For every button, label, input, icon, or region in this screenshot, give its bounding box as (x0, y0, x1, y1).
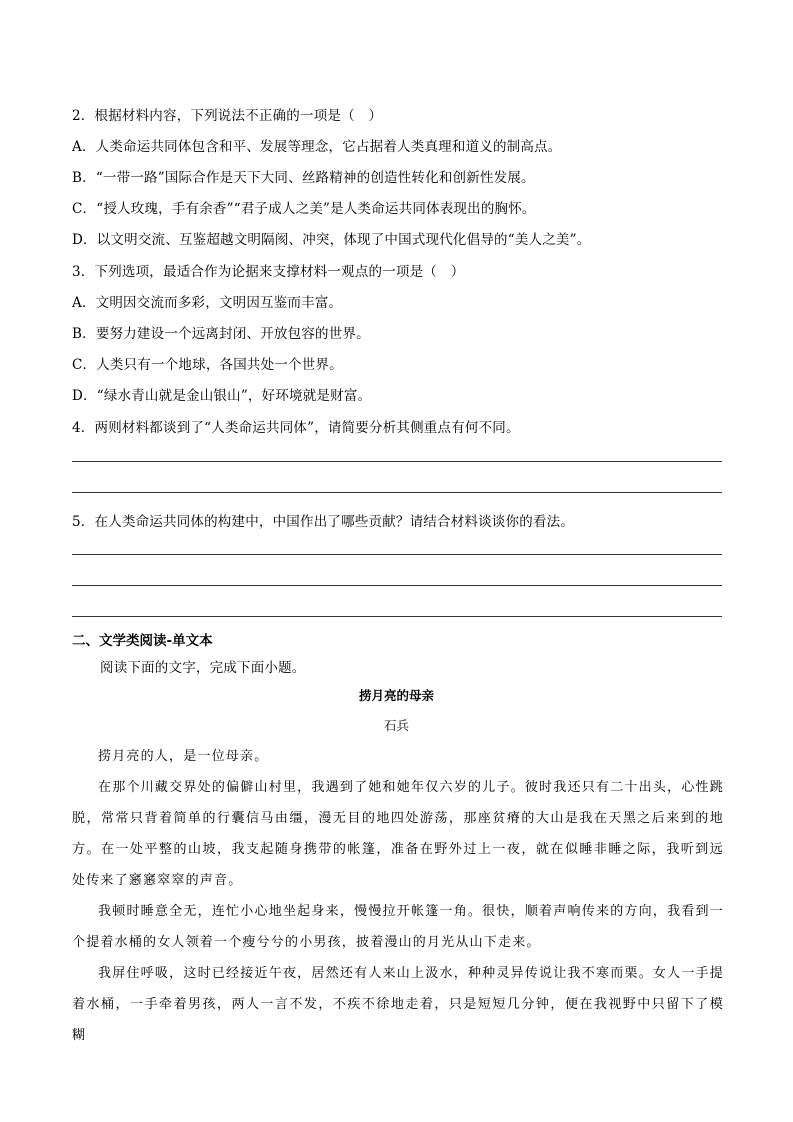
q2-option-d: D．以文明交流、互鉴超越文明隔阂、冲突，体现了中国式现代化倡导的“美人之美”。 (72, 232, 591, 248)
q2-stem: 2．根据材料内容，下列说法不正确的一项是（ ） (72, 108, 383, 124)
q4-stem: 4．两则材料都谈到了“人类命运共同体”，请简要分析其侧重点有何不同。 (72, 420, 520, 436)
story-paragraph-2: 在那个川藏交界处的偏僻山村里，我遇到了她和她年仅六岁的儿子。彼时我还只有二十出头，心性跳脱，常常只背着简单的行囊信马由缰，漫无目的地四处游荡，那座贫瘠的大山是我在天黑之后来到的地方。在一处平整的山坡，我支起随身携带的帐篷，准备在野外过上一夜，就在似睡非睡之际，我听到远处传来了窸窸窣窣的声音。 (72, 780, 724, 888)
story-paragraph-3: 我顿时睡意全无，连忙小心地坐起身来，慢慢拉开帐篷一角。很快，顺着声响传来的方向，我看到一个提着水桶的女人领着一个瘦兮兮的小男孩，披着漫山的月光从山下走来。 (72, 904, 724, 950)
story-title: 捞月亮的母亲 (358, 688, 434, 703)
q4-answer-line (72, 492, 722, 493)
q5-answer-line (72, 554, 722, 555)
q3-option-a: A．文明因交流而多彩，文明因互鉴而丰富。 (72, 295, 343, 311)
story-author: 石兵 (383, 718, 409, 733)
q5-stem: 5．在人类命运共同体的构建中，中国作出了哪些贡献？请结合材料谈谈你的看法。 (72, 514, 574, 530)
q3-option-c: C．人类只有一个地球，各国共处一个世界。 (72, 357, 343, 373)
story-paragraph-4: 我屏住呼吸，这时已经接近午夜，居然还有人来山上汲水，种种灵异传说让我不寒而栗。女人一手提着水桶，一手牵着男孩，两人一言不发，不疾不徐地走着，只是短短几分钟，便在我视野中只留下了模糊 (72, 966, 724, 1043)
q3-option-b: B．要努力建设一个远离封闭、开放包容的世界。 (72, 326, 370, 342)
story-paragraph-1: 捞月亮的人，是一位母亲。 (98, 749, 269, 764)
q5-answer-line (72, 616, 722, 617)
section-heading: 二、文学类阅读-单文本 (72, 633, 213, 649)
q2-option-c: C．“授人玫瑰，手有余香”“君子成人之美”是人类命运共同体表现出的胸怀。 (72, 201, 536, 217)
q2-option-b: B．“一带一路”国际合作是天下大同、丝路精神的创造性转化和创新性发展。 (72, 170, 535, 186)
q5-answer-line (72, 585, 722, 586)
q2-option-a: A．人类命运共同体包含和平、发展等理念，它占据着人类真理和道义的制高点。 (72, 139, 562, 155)
q3-option-d: D．“绿水青山就是金山银山”，好环境就是财富。 (72, 388, 372, 404)
reading-instruction: 阅读下面的文字，完成下面小题。 (100, 660, 306, 676)
q3-stem: 3．下列选项，最适合作为论据来支撑材料一观点的一项是（ ） (72, 264, 465, 280)
q4-answer-line (72, 461, 722, 462)
